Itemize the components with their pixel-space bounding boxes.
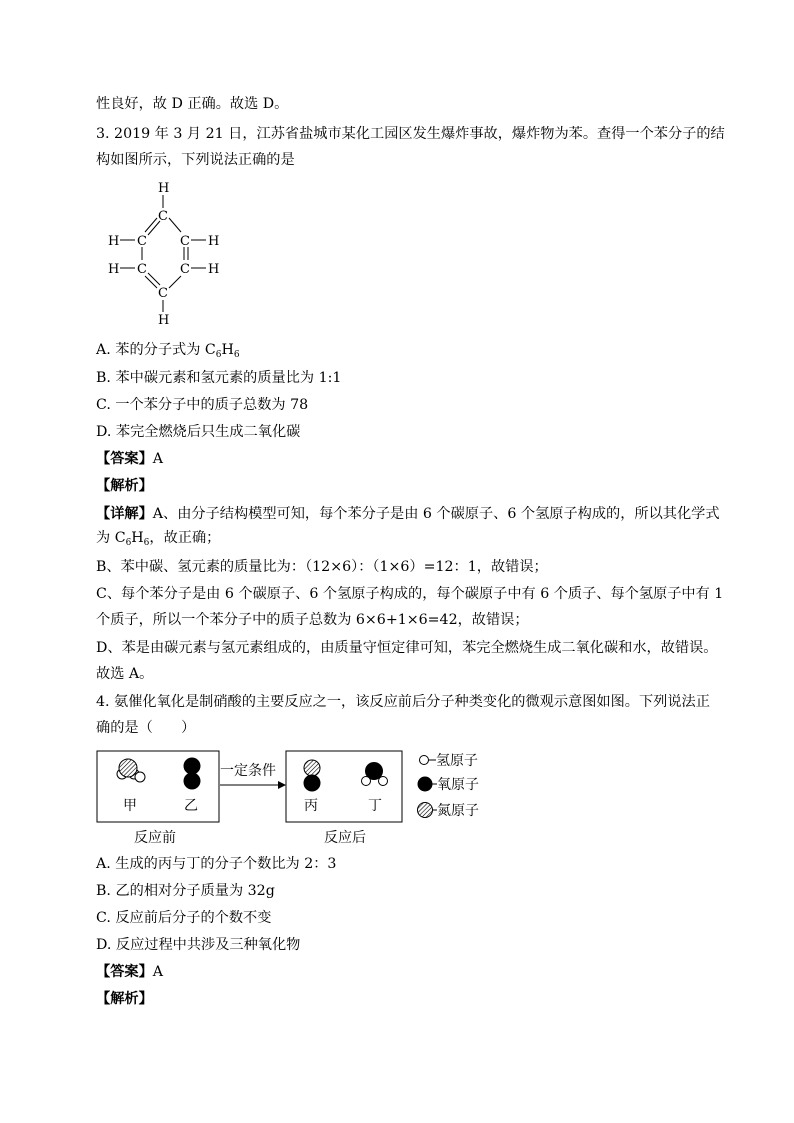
- label-yi: 乙: [184, 798, 198, 814]
- atom-h: H: [158, 313, 170, 328]
- option-a: A. 苯的分子式为 $C_6H_6$: [96, 342, 240, 360]
- text-line: 性良好，故 D 正确。故选 D。: [96, 96, 289, 112]
- reaction-diagram: [96, 748, 516, 848]
- legend-hydrogen: 氢原子: [436, 753, 478, 769]
- question-4-stem: 4. 氨催化氧化是制硝酸的主要反应之一，该反应前后分子种类变化的微观示意图如图。下列说法正: [96, 694, 710, 710]
- before-box: [97, 751, 219, 822]
- label-ding: 丁: [368, 798, 382, 814]
- answer-2: 【答案】A: [96, 964, 164, 980]
- atom-c: C: [180, 262, 190, 277]
- hydrogen-atom-icon: [420, 756, 429, 765]
- atom-c: C: [158, 209, 168, 224]
- label-jia: 甲: [123, 798, 137, 814]
- atom-c: C: [158, 286, 168, 301]
- question-4-option-c: C. 反应前后分子的个数不变: [96, 910, 272, 926]
- atom-h: H: [158, 181, 170, 196]
- legend-nitrogen: 氮原子: [437, 803, 479, 819]
- answer-1: 【答案】A: [96, 451, 164, 467]
- analysis-1-heading: 【解析】: [96, 478, 153, 494]
- benzene-structure-diagram: [100, 176, 230, 332]
- nitrogen-atom-icon: [418, 803, 433, 818]
- question-3-stem: 3. 2019 年 3 月 21 日，江苏省盐城市某化工园区发生爆炸事故，爆炸物为苯。查得一个苯分子的结: [96, 126, 725, 142]
- oxygen-atom-icon: [418, 777, 433, 792]
- atom-c: C: [137, 262, 147, 277]
- detail-line: D、苯是由碳元素与氢元素组成的，由质量守恒定律可知，苯完全燃烧生成二氧化碳和水，故错误。: [96, 640, 718, 656]
- water-molecule: [362, 763, 388, 786]
- ammonia-molecule: [117, 759, 145, 782]
- option-b: B. 苯中碳元素和氢元素的质量比为 1:1: [96, 370, 342, 386]
- label-before: 反应前: [134, 830, 176, 846]
- detail-line: C、每个苯分子是由 6 个碳原子、6 个氢原子构成的，每个碳原子中有 6 个质子、每个氢原子中有 1: [96, 586, 724, 602]
- question-4-stem-cont: 确的是（ ）: [96, 720, 196, 736]
- detail-line: 为 $C_6H_6$，故正确；: [96, 530, 221, 548]
- atom-h: H: [208, 262, 220, 277]
- analysis-2-heading: 【解析】: [96, 991, 153, 1007]
- atom-h: H: [108, 262, 120, 277]
- label-bing: 丙: [304, 798, 318, 814]
- reaction-condition: 一定条件: [220, 763, 276, 779]
- label-after: 反应后: [324, 830, 366, 846]
- arrow-head: [278, 781, 286, 789]
- question-4-option-a: A. 生成的丙与丁的分子个数比为 2：3: [96, 856, 337, 872]
- atom-c: C: [137, 234, 147, 249]
- detail-line: B、苯中碳、氢元素的质量比为：（12×6）：（1×6）=12：1，故错误；: [96, 559, 548, 575]
- detail-line: 【详解】A、由分子结构模型可知，每个苯分子是由 6 个碳原子、6 个氢原子构成的，所以其化学式: [96, 506, 720, 522]
- question-3-stem-cont: 构如图所示，下列说法正确的是: [96, 152, 295, 168]
- atom-c: C: [180, 234, 190, 249]
- legend-oxygen: 氧原子: [437, 777, 479, 793]
- conclusion: 故选 A。: [96, 666, 154, 682]
- option-c: C. 一个苯分子中的质子总数为 78: [96, 397, 309, 413]
- legend: [418, 753, 480, 819]
- question-4-option-b: B. 乙的相对分子质量为 32g: [96, 883, 275, 899]
- atom-h: H: [208, 234, 220, 249]
- question-4-option-d: D. 反应过程中共涉及三种氧化物: [96, 937, 301, 953]
- atom-h: H: [108, 234, 120, 249]
- oxygen-molecule: [184, 758, 201, 790]
- option-d: D. 苯完全燃烧后只生成二氧化碳: [96, 424, 301, 440]
- nitric-oxide-molecule: [304, 760, 320, 791]
- detail-line: 个质子，所以一个苯分子中的质子总数为 6×6+1×6=42，故错误；: [96, 612, 529, 628]
